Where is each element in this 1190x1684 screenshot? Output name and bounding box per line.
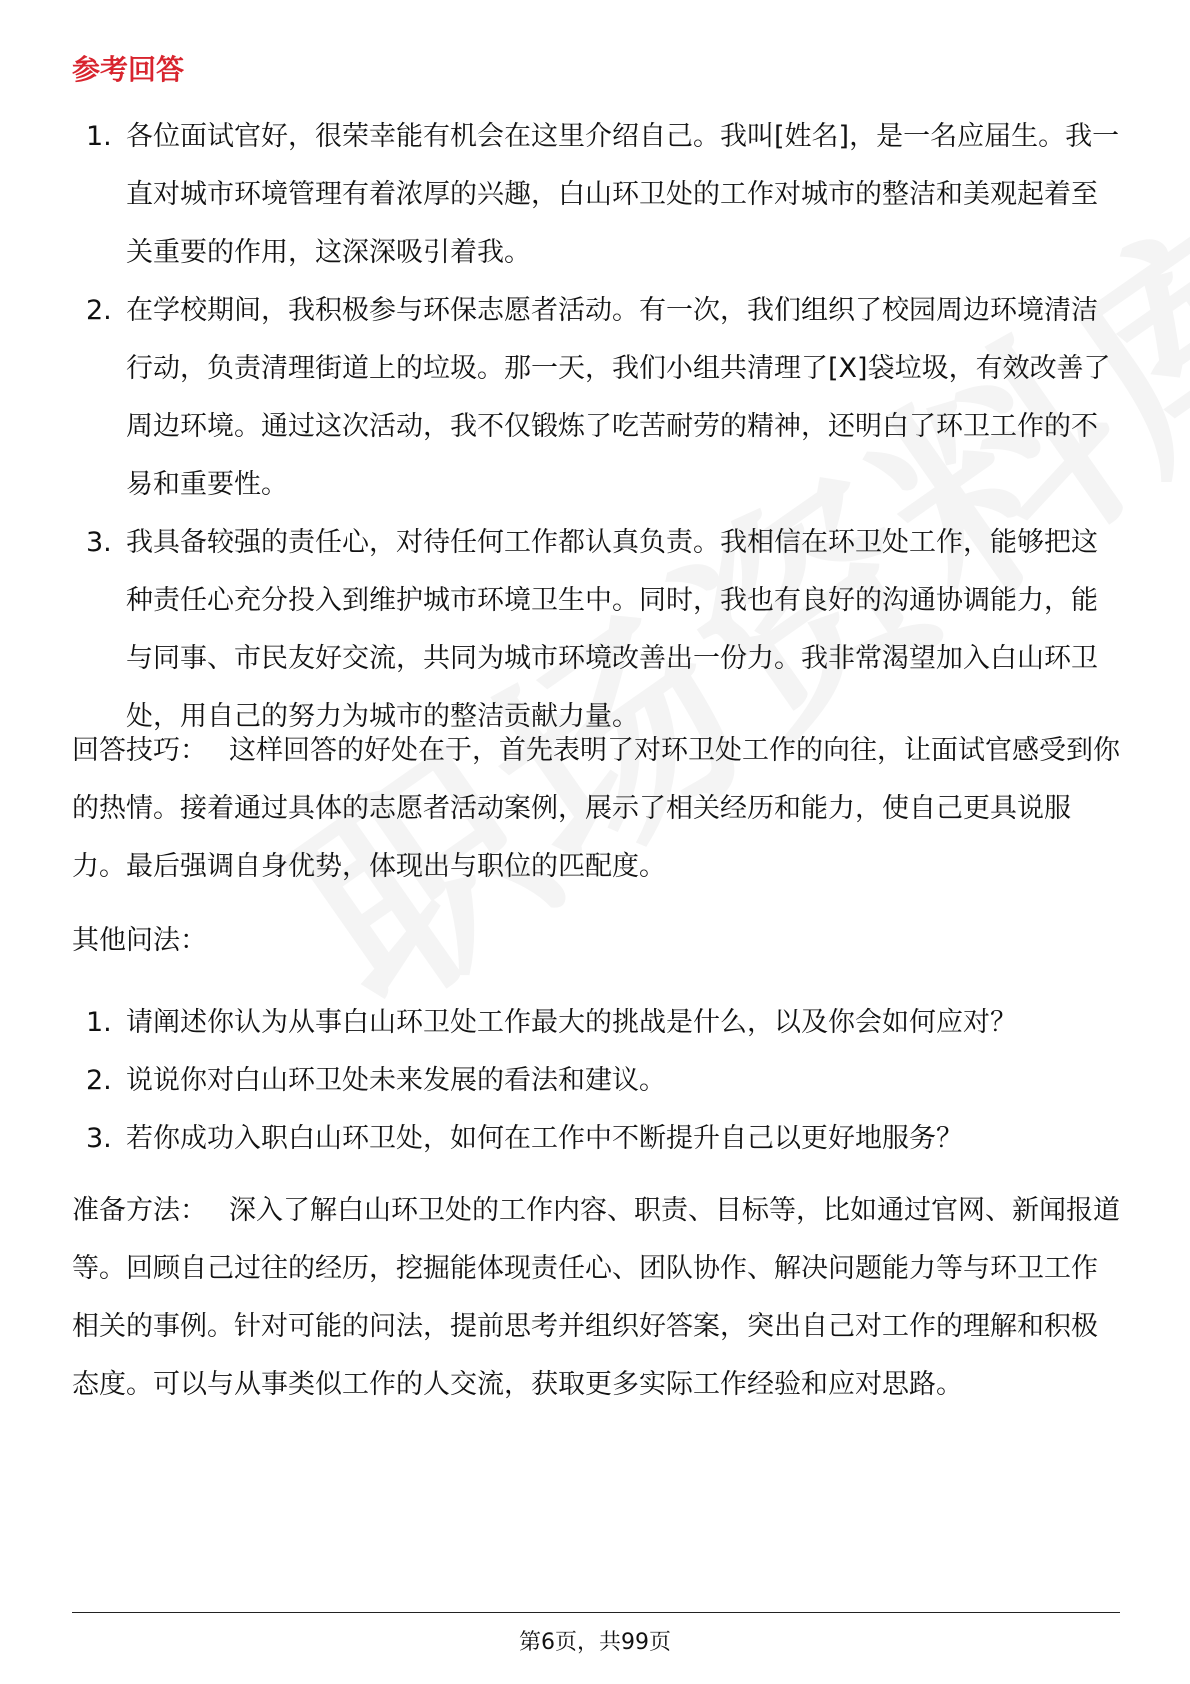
- tips-text: 这样回答的好处在于，首先表明了对环卫处工作的向往，让面试官感受到你的热情。接着通过具体的志愿者活动案例，展示了相关经历和能力，使自己更具说服力。最后强调自身优势，体现出与职位的匹配度。: [72, 735, 1120, 882]
- preparation-paragraph: [72, 1182, 1120, 1414]
- tips-label: 回答技巧：: [72, 735, 207, 766]
- answer-item-3: [72, 514, 1120, 746]
- question-item-2: [72, 1052, 1120, 1110]
- tips-paragraph: [72, 722, 1120, 896]
- question-item-3: [72, 1110, 1120, 1168]
- answer-item-text: 我具备较强的责任心，对待任何工作都认真负责。我相信在环卫处工作，能够把这种责任心充分投入到维护城市环境卫生中。同时，我也有良好的沟通协调能力，能与同事、市民友好交流，共同为城市环境改善出一份力。我非常渴望加入白山环卫处，用自己的努力为城市的整洁贡献力量。: [126, 527, 1098, 732]
- answer-list: [72, 108, 1120, 746]
- list-number: 3.: [86, 527, 112, 558]
- list-number: 1.: [86, 1007, 112, 1038]
- question-item-text: 请阐述你认为从事白山环卫处工作最大的挑战是什么，以及你会如何应对？: [126, 1007, 1017, 1038]
- answer-section-title: 参考回答: [72, 53, 185, 86]
- preparation-text: 深入了解白山环卫处的工作内容、职责、目标等，比如通过官网、新闻报道等。回顾自己过往的经历，挖掘能体现责任心、团队协作、解决问题能力等与环卫工作相关的事例。针对可能的问法，提前思考并组织好答案，突出自己对工作的理解和积极态度。可以与从事类似工作的人交流，获取更多实际工作经验和应对思路。: [72, 1195, 1120, 1400]
- question-item-text: 说说你对白山环卫处未来发展的看法和建议。: [126, 1065, 666, 1096]
- preparation-label: 准备方法：: [72, 1195, 207, 1226]
- answer-item-text: 各位面试官好，很荣幸能有机会在这里介绍自己。我叫[姓名]，是一名应届生。我一直对城市环境管理有着浓厚的兴趣，白山环卫处的工作对城市的整洁和美观起着至关重要的作用，这深深吸引着我。: [126, 121, 1120, 268]
- answer-item-text: 在学校期间，我积极参与环保志愿者活动。有一次，我们组织了校园周边环境清洁行动，负责清理街道上的垃圾。那一天，我们小组共清理了[X]袋垃圾，有效改善了周边环境。通过这次活动，我不仅锻炼了吃苦耐劳的精神，还明白了环卫工作的不易和重要性。: [126, 295, 1111, 500]
- answer-item-2: [72, 282, 1120, 514]
- other-questions-list: [72, 994, 1120, 1168]
- question-item-text: 若你成功入职白山环卫处，如何在工作中不断提升自己以更好地服务？: [126, 1123, 963, 1154]
- other-questions-label: 其他问法：: [72, 925, 207, 956]
- page-indicator: 第6页，共99页: [519, 1630, 671, 1655]
- answer-item-1: [72, 108, 1120, 282]
- list-number: 1.: [86, 121, 112, 152]
- list-number: 2.: [86, 1065, 112, 1096]
- footer-divider: [72, 1612, 1120, 1613]
- list-number: 2.: [86, 295, 112, 326]
- list-number: 3.: [86, 1123, 112, 1154]
- question-item-1: [72, 994, 1120, 1052]
